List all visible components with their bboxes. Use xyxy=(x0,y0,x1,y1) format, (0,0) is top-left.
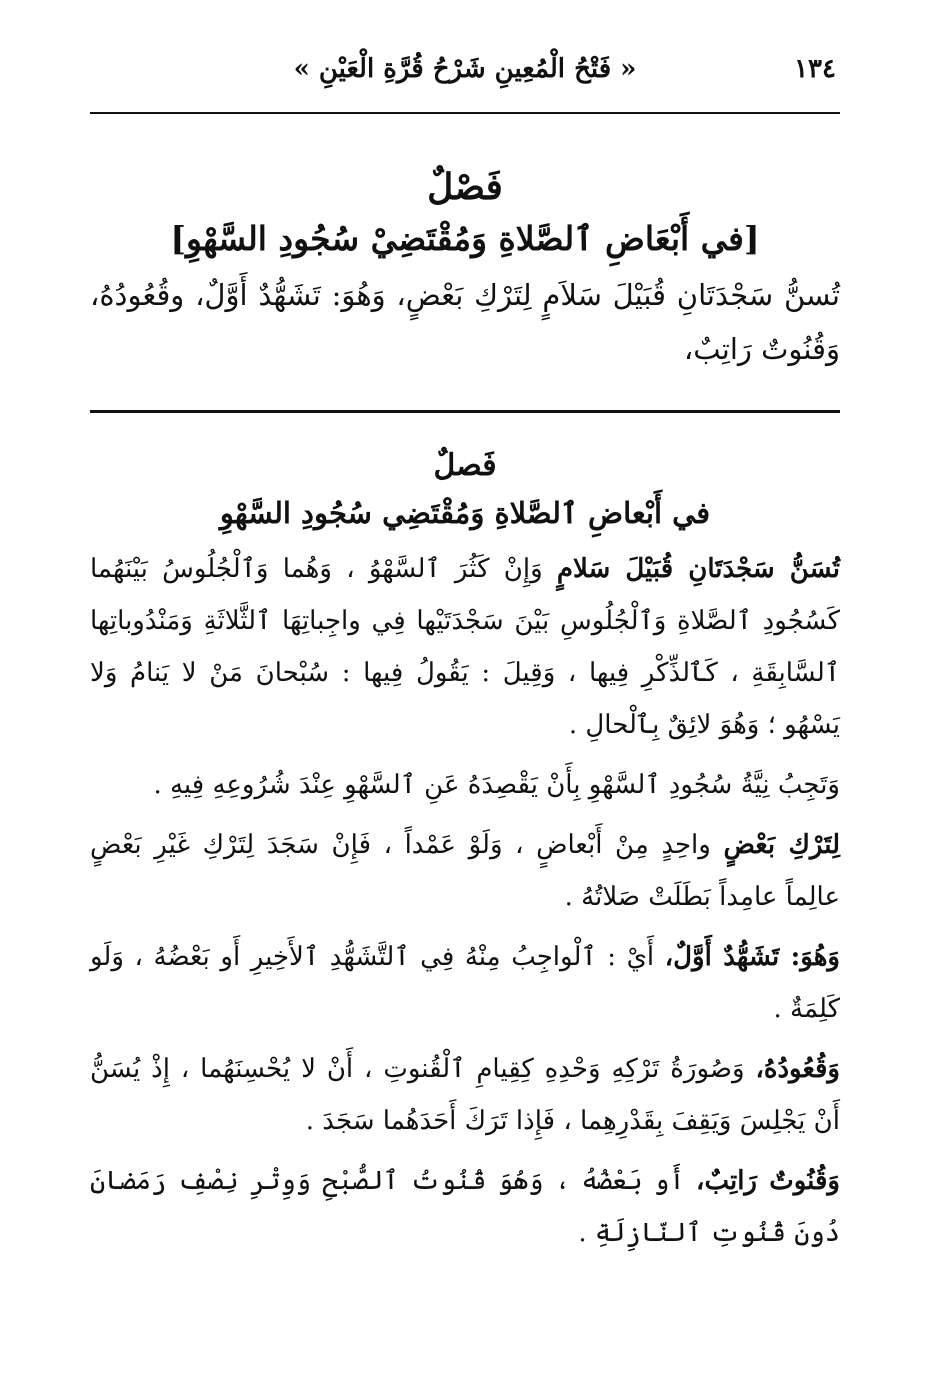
matn-lemma: لِتَرْكِ بَعْضٍ xyxy=(723,830,840,860)
running-title: « فَتْحُ الْمُعِينِ شَرْحُ قُرَّةِ الْعَيْنِ » xyxy=(293,54,637,84)
sharh-text: أَيْ : ٱلْواجِبُ مِنْهُ فِي ٱلتَّشَهُّدِ ٱلأَخِيرِ أَو بَعْضُهُ ، وَلَو كَلِمَةٌ . xyxy=(90,942,840,1024)
sharh-text: وَتَجِبُ نِيَّةُ سُجُودِ ٱلسَّهْوِ بِأَنْ يَقْصِدَهُ عَنِ ٱلسَّهْوِ عِنْدَ شُرُوعِهِ فِيهِ . xyxy=(153,770,840,800)
sharh-paragraph xyxy=(90,759,840,811)
matn-lemma: وَهُوَ: تَشَهُّدٌ أَوَّلٌ، xyxy=(664,942,840,972)
sharh-paragraph xyxy=(90,819,840,923)
sharh-text: واحِدٍ مِنْ أَبْعاضٍ ، وَلَوْ عَمْداً ، فَإِنْ سَجَدَ لِتَرْكِ غَيْرِ بَعْضٍ عالِماً عامِداً بَطَلَتْ صَلاتُهُ . xyxy=(90,830,840,912)
sharh-section xyxy=(90,443,840,1259)
sharh-heading: فَصلٌ xyxy=(433,448,497,483)
sharh-text: وَصُورَةُ تَرْكِهِ وَحْدِهِ كِقِيامِ ٱلْقُنوتِ ، أَنْ لا يُحْسِنَهُما ، إِذْ يُسَنُّ أَنْ يَجْلِسَ وَيَقِفَ بِقَدْرِهِما ، فَإِذا تَرَكَ أَحَدَهُما سَجَدَ . xyxy=(90,1054,840,1136)
matn-section xyxy=(90,162,840,376)
sharh-paragraph xyxy=(90,1043,840,1147)
matn-subheading: [في أَبْعَاضِ ٱلصَّلاةِ وَمُقْتَضِيْ سُجُودِ السَّهْوِ] xyxy=(170,219,760,258)
sharh-subheading: في أَبْعاضِ ٱلصَّلاةِ وَمُقْتَضِي سُجُودِ السَّهْوِ xyxy=(219,496,711,530)
sharh-paragraph xyxy=(90,931,840,1035)
page-header xyxy=(90,40,840,102)
matn-lemma: وَقُعُودُهُ، xyxy=(755,1054,840,1084)
sharh-text: أَو بَعْضُهُ ، وَهُوَ قُنُوتُ ٱلصُّبْحِ وَوِتْرِ نِصْفِ رَمَضانَ دُونَ قُنُوتِ ٱلنّازِلَةِ . xyxy=(90,1166,840,1248)
matn-lemma: وَقُنُوتٌ رَاتِبٌ، xyxy=(696,1166,840,1196)
sharh-paragraph xyxy=(90,543,840,751)
sharh-text: وَإِنْ كَثُرَ ٱلسَّهْوُ ، وَهُما وَٱلْجُلُوسُ بَيْنَهُما كَسُجُودِ ٱلصَّلاةِ وَٱلْجُلُوسِ بَيْنَ سَجْدَتَيْها فِي واجِباتِهَا ٱلثَّلاثَةِ وَمَنْدُوباتِها ٱلسَّابِقَةِ ، كَٱلذِّكْرِ فِيها ، وَقِيلَ : يَقُولُ فِيها : سُبْحانَ مَنْ لا يَنامُ وَلا يَسْهُو ؛ وَهُوَ لائِقٌ بِٱلْحالِ . xyxy=(90,554,840,740)
matn-heading: فَصْلٌ xyxy=(427,166,503,208)
header-rule xyxy=(90,112,840,114)
section-divider xyxy=(90,410,840,413)
page-number: ١٣٤ xyxy=(794,54,836,84)
matn-lemma: تُسَنُّ سَجْدَتَانِ قُبَيْلَ سَلامٍ xyxy=(556,554,840,584)
sharh-paragraph xyxy=(90,1155,840,1259)
matn-text: تُسنُّ سَجْدَتَانِ قُبَيْلَ سَلاَمٍ لِتَرْكِ بَعْضٍ، وَهُوَ: تَشَهُّدٌ أَوَّلٌ، وقُعُودُهُ، وَقُنُوتٌ رَاتِبٌ، xyxy=(90,278,840,366)
book-page xyxy=(90,40,840,1360)
